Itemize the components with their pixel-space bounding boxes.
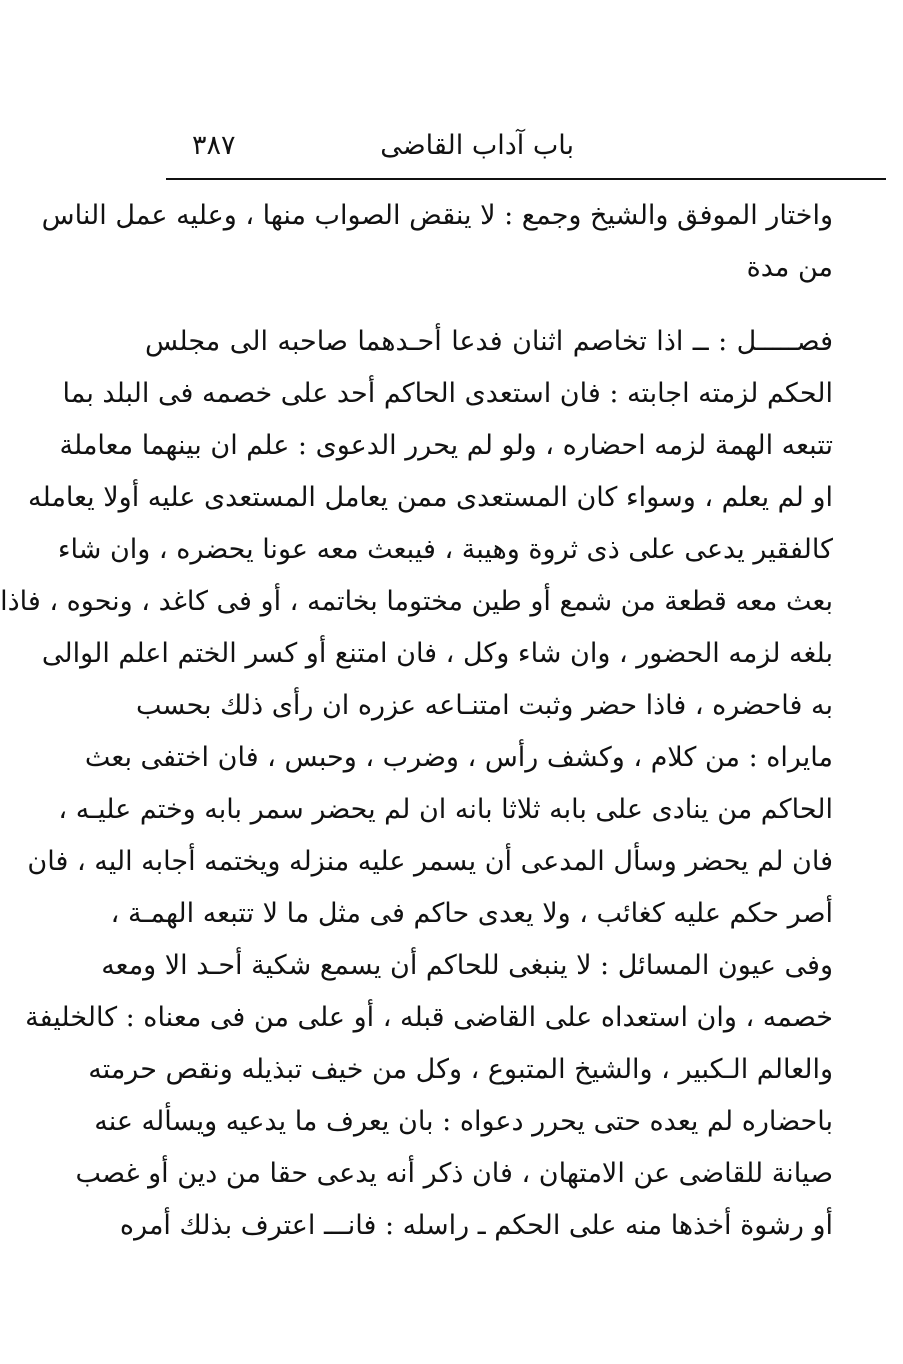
body-text — [0, 190, 833, 1252]
text-line: واختار الموفق والشيخ وجمع : لا ينقض الصواب منها ، وعليه عمل الناس — [41, 200, 833, 231]
text-line: مايراه : من كلام ، وكشف رأس ، وضرب ، وحبس ، فان اختفى بعث — [84, 742, 833, 773]
text-line: به فاحضره ، فاذا حضر وثبت امتنـاعه عزره ان رأى ذلك بحسب — [136, 690, 833, 721]
header-rule — [166, 178, 886, 180]
text-line: خصمه ، وان استعداه على القاضى قبله ، أو على من فى معناه : كالخليفة — [25, 1002, 833, 1033]
page-header — [166, 128, 886, 174]
paragraph-gap — [145, 294, 833, 316]
text-line: أو رشوة أخذها منه على الحكم ـ راسله : فانـــ اعترف بذلك أمره — [119, 1210, 833, 1241]
text-line: الحكم لزمته اجابته : فان استعدى الحاكم أحد على خصمه فى البلد بما — [62, 378, 833, 409]
section-heading-line: فصـــــل : ــ اذا تخاصم اثنان فدعا أحـدهما صاحبه الى مجلس — [145, 326, 833, 357]
text-line: بعث معه قطعة من شمع أو طين مختوما بخاتمه ، أو فى كاغد ، ونحوه ، فاذا — [0, 586, 833, 617]
text-line: كالفقير يدعى على ذى ثروة وهيبة ، فيبعث معه عونا يحضره ، وان شاء — [57, 534, 833, 565]
text-line: الحاكم من ينادى على بابه ثلاثا بانه ان لم يحضر سمر بابه وختم عليـه ، — [58, 794, 833, 825]
running-title: باب آداب القاضى — [380, 130, 574, 161]
text-line: او لم يعلم ، وسواء كان المستعدى ممن يعامل المستعدى عليه أولا يعامله — [28, 482, 833, 513]
text-line: من مدة — [746, 252, 833, 283]
text-line: وفى عيون المسائل : لا ينبغى للحاكم أن يسمع شكية أحـد الا ومعه — [101, 950, 833, 981]
text-line: باحضاره لم يعده حتى يحرر دعواه : بان يعرف ما يدعيه ويسأله عنه — [94, 1106, 833, 1137]
text-line: أصر حكم عليه كغائب ، ولا يعدى حاكم فى مثل ما لا تتبعه الهمـة ، — [110, 898, 833, 929]
text-line: والعالم الـكبير ، والشيخ المتبوع ، وكل من خيف تبذيله ونقص حرمته — [88, 1054, 833, 1085]
text-line: صيانة للقاضى عن الامتهان ، فان ذكر أنه يدعى حقا من دين أو غصب — [75, 1158, 833, 1189]
text-line: فان لم يحضر وسأل المدعى أن يسمر عليه منزله ويختمه أجابه اليه ، فان — [27, 846, 833, 877]
text-line: تتبعه الهمة لزمه احضاره ، ولو لم يحرر الدعوى : علم ان بينهما معاملة — [59, 430, 833, 461]
text-line: بلغه لزمه الحضور ، وان شاء وكل ، فان امتنع أو كسر الختم اعلم الوالى — [41, 638, 833, 669]
page-number: ٣٨٧ — [192, 130, 236, 161]
